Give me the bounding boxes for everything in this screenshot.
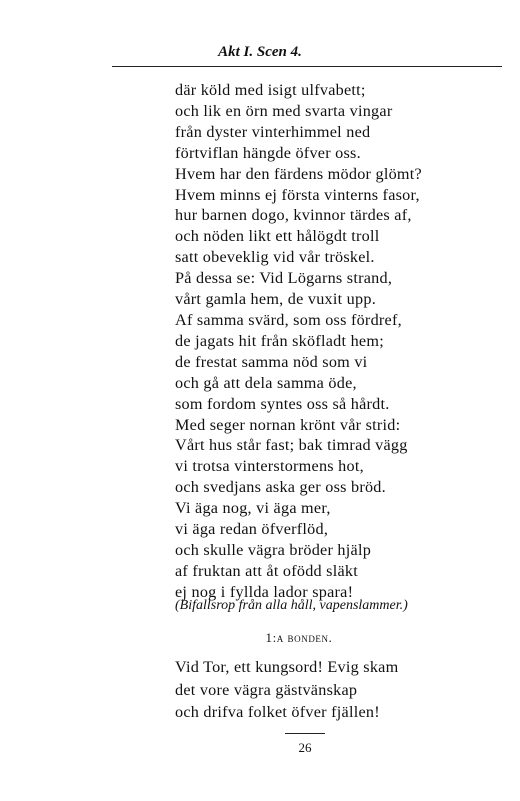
verse-line: af fruktan att åt ofödd släkt — [175, 561, 359, 580]
verse-line: från dyster vinterhimmel ned — [175, 122, 371, 141]
verse-line: Af samma svärd, som oss fördref, — [175, 310, 402, 329]
verse-line: det vore vägra gästvänskap — [175, 680, 358, 699]
verse-line: vårt gamla hem, de vuxit upp. — [175, 290, 377, 309]
verse-line: och gå att dela samma öde, — [175, 373, 357, 392]
verse-line: Vi äga nog, vi äga mer, — [175, 499, 331, 518]
verse-line: Hvem minns ej första vinterns fasor, — [175, 185, 420, 204]
speaker-heading — [0, 630, 520, 646]
verse-line: På dessa se: Vid Lögarns strand, — [175, 269, 393, 288]
footer-rule — [285, 733, 325, 734]
verse-line: vi trotsa vinterstormens hot, — [175, 457, 364, 476]
verse-line: och nöden likt ett hålögdt troll — [175, 227, 380, 246]
stage-direction: (Bifallsrop från alla håll, vapenslammer.) — [175, 598, 408, 613]
running-header: Akt I. Scen 4. — [218, 44, 302, 60]
verse-line: Vårt hus står fast; bak timrad vägg — [175, 436, 408, 455]
verse-block-speaker — [175, 656, 505, 724]
verse-line: Vid Tor, ett kungsord! Evig skam — [175, 658, 399, 676]
verse-line: satt obeveklig vid vår tröskel. — [175, 248, 375, 267]
verse-line: hur barnen dogo, kvinnor tärdes af, — [175, 206, 412, 225]
verse-line: och drifva folket öfver fjällen! — [175, 703, 380, 721]
verse-block — [175, 80, 505, 603]
verse-line: och skulle vägra bröder hjälp — [175, 540, 372, 559]
speaker-name: bonden. — [287, 630, 333, 645]
page-number: 26 — [298, 740, 312, 755]
verse-line: de frestat samma nöd som vi — [175, 352, 368, 371]
header-rule — [112, 66, 502, 67]
verse-line: som fordom syntes oss så hårdt. — [175, 394, 390, 413]
verse-line: ej nog i fyllda lador spara! — [175, 582, 354, 601]
verse-line: de jagats hit från sköfladt hem; — [175, 331, 384, 350]
verse-line: och svedjans aska ger oss bröd. — [175, 478, 386, 497]
verse-line: Med seger nornan krönt vår strid: — [175, 415, 401, 434]
verse-line: förtviflan hängde öfver oss. — [175, 143, 361, 162]
verse-line: vi äga redan öfverflöd, — [175, 520, 329, 539]
verse-line: Hvem har den färdens mödor glömt? — [175, 164, 422, 183]
verse-line: där köld med isigt ulfvabett; — [175, 81, 366, 99]
speaker-number: 1:a — [265, 630, 284, 645]
verse-line: och lik en örn med svarta vingar — [175, 101, 393, 120]
